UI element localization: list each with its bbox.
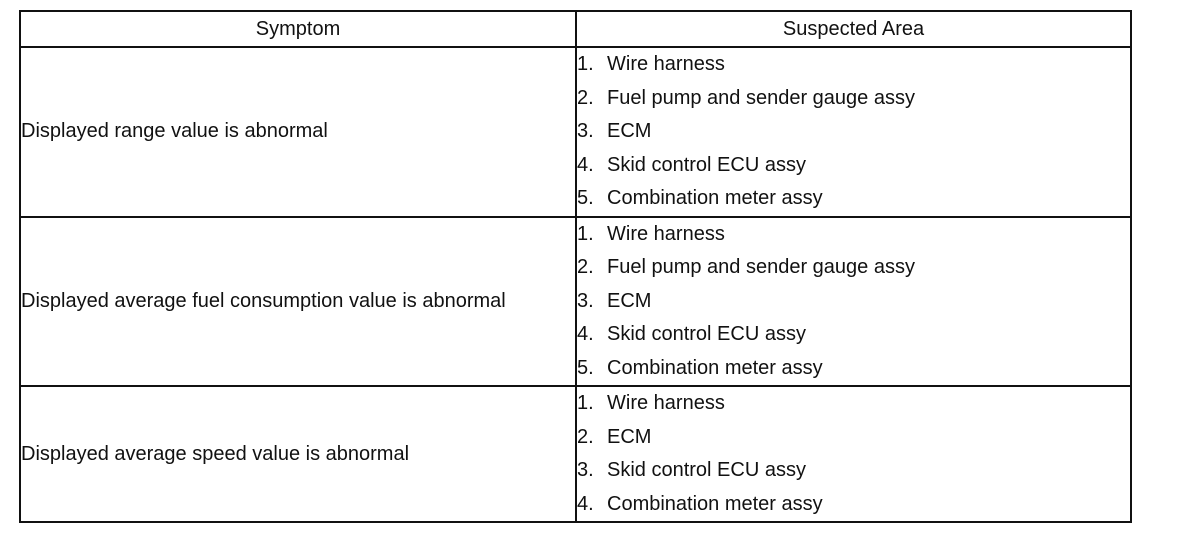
item-text: Wire harness [607,53,725,75]
item-text: Combination meter assy [607,187,823,209]
item-number: 2. [577,256,594,278]
item-number: 4. [577,153,594,176]
list-item [577,352,1130,386]
item-number: 2. [577,425,594,448]
item-number: 4. [577,492,594,515]
symptom-cell: Displayed average speed value is abnormal [20,386,576,522]
list-item [577,454,1130,488]
suspected-area-cell [576,217,1131,387]
item-text: ECM [607,120,652,142]
suspected-area-cell [576,386,1131,522]
symptom-header: Symptom [20,11,576,47]
list-item [577,48,1130,82]
symptom-cell: Displayed range value is abnormal [20,47,576,217]
list-item [577,182,1130,216]
symptom-cell: Displayed average fuel consumption value is abnormal [20,217,576,387]
item-number: 4. [577,323,594,345]
list-item [577,421,1130,455]
list-item [577,251,1130,285]
item-number: 1. [577,53,594,75]
item-number: 3. [577,120,594,142]
table-row [20,217,1131,387]
item-text: ECM [607,289,652,312]
item-text: Skid control ECU assy [607,323,806,345]
item-number: 3. [577,459,594,481]
list-item [577,218,1130,252]
item-text: Wire harness [607,222,725,245]
list-item [577,149,1130,183]
item-number: 5. [577,187,594,209]
item-number: 3. [577,289,594,312]
item-number: 1. [577,222,594,245]
item-text: Combination meter assy [607,492,823,515]
item-text: Fuel pump and sender gauge assy [607,256,915,278]
list-item [577,318,1130,352]
item-text: Combination meter assy [607,356,823,379]
suspected-area-header: Suspected Area [576,11,1131,47]
list-item [577,387,1130,421]
list-item [577,285,1130,319]
list-item [577,115,1130,149]
table-row [20,47,1131,217]
list-item [577,82,1130,116]
suspected-area-list [577,387,1130,521]
item-number: 1. [577,392,594,414]
item-text: Fuel pump and sender gauge assy [607,86,915,109]
item-number: 2. [577,86,594,109]
item-text: ECM [607,425,652,448]
item-text: Skid control ECU assy [607,153,806,176]
list-item [577,488,1130,522]
item-number: 5. [577,356,594,379]
suspected-area-list [577,218,1130,386]
item-text: Wire harness [607,392,725,414]
item-text: Skid control ECU assy [607,459,806,481]
suspected-area-cell [576,47,1131,217]
table-row [20,386,1131,522]
header-row [20,11,1131,47]
suspected-area-list [577,48,1130,216]
symptom-table [19,10,1132,523]
